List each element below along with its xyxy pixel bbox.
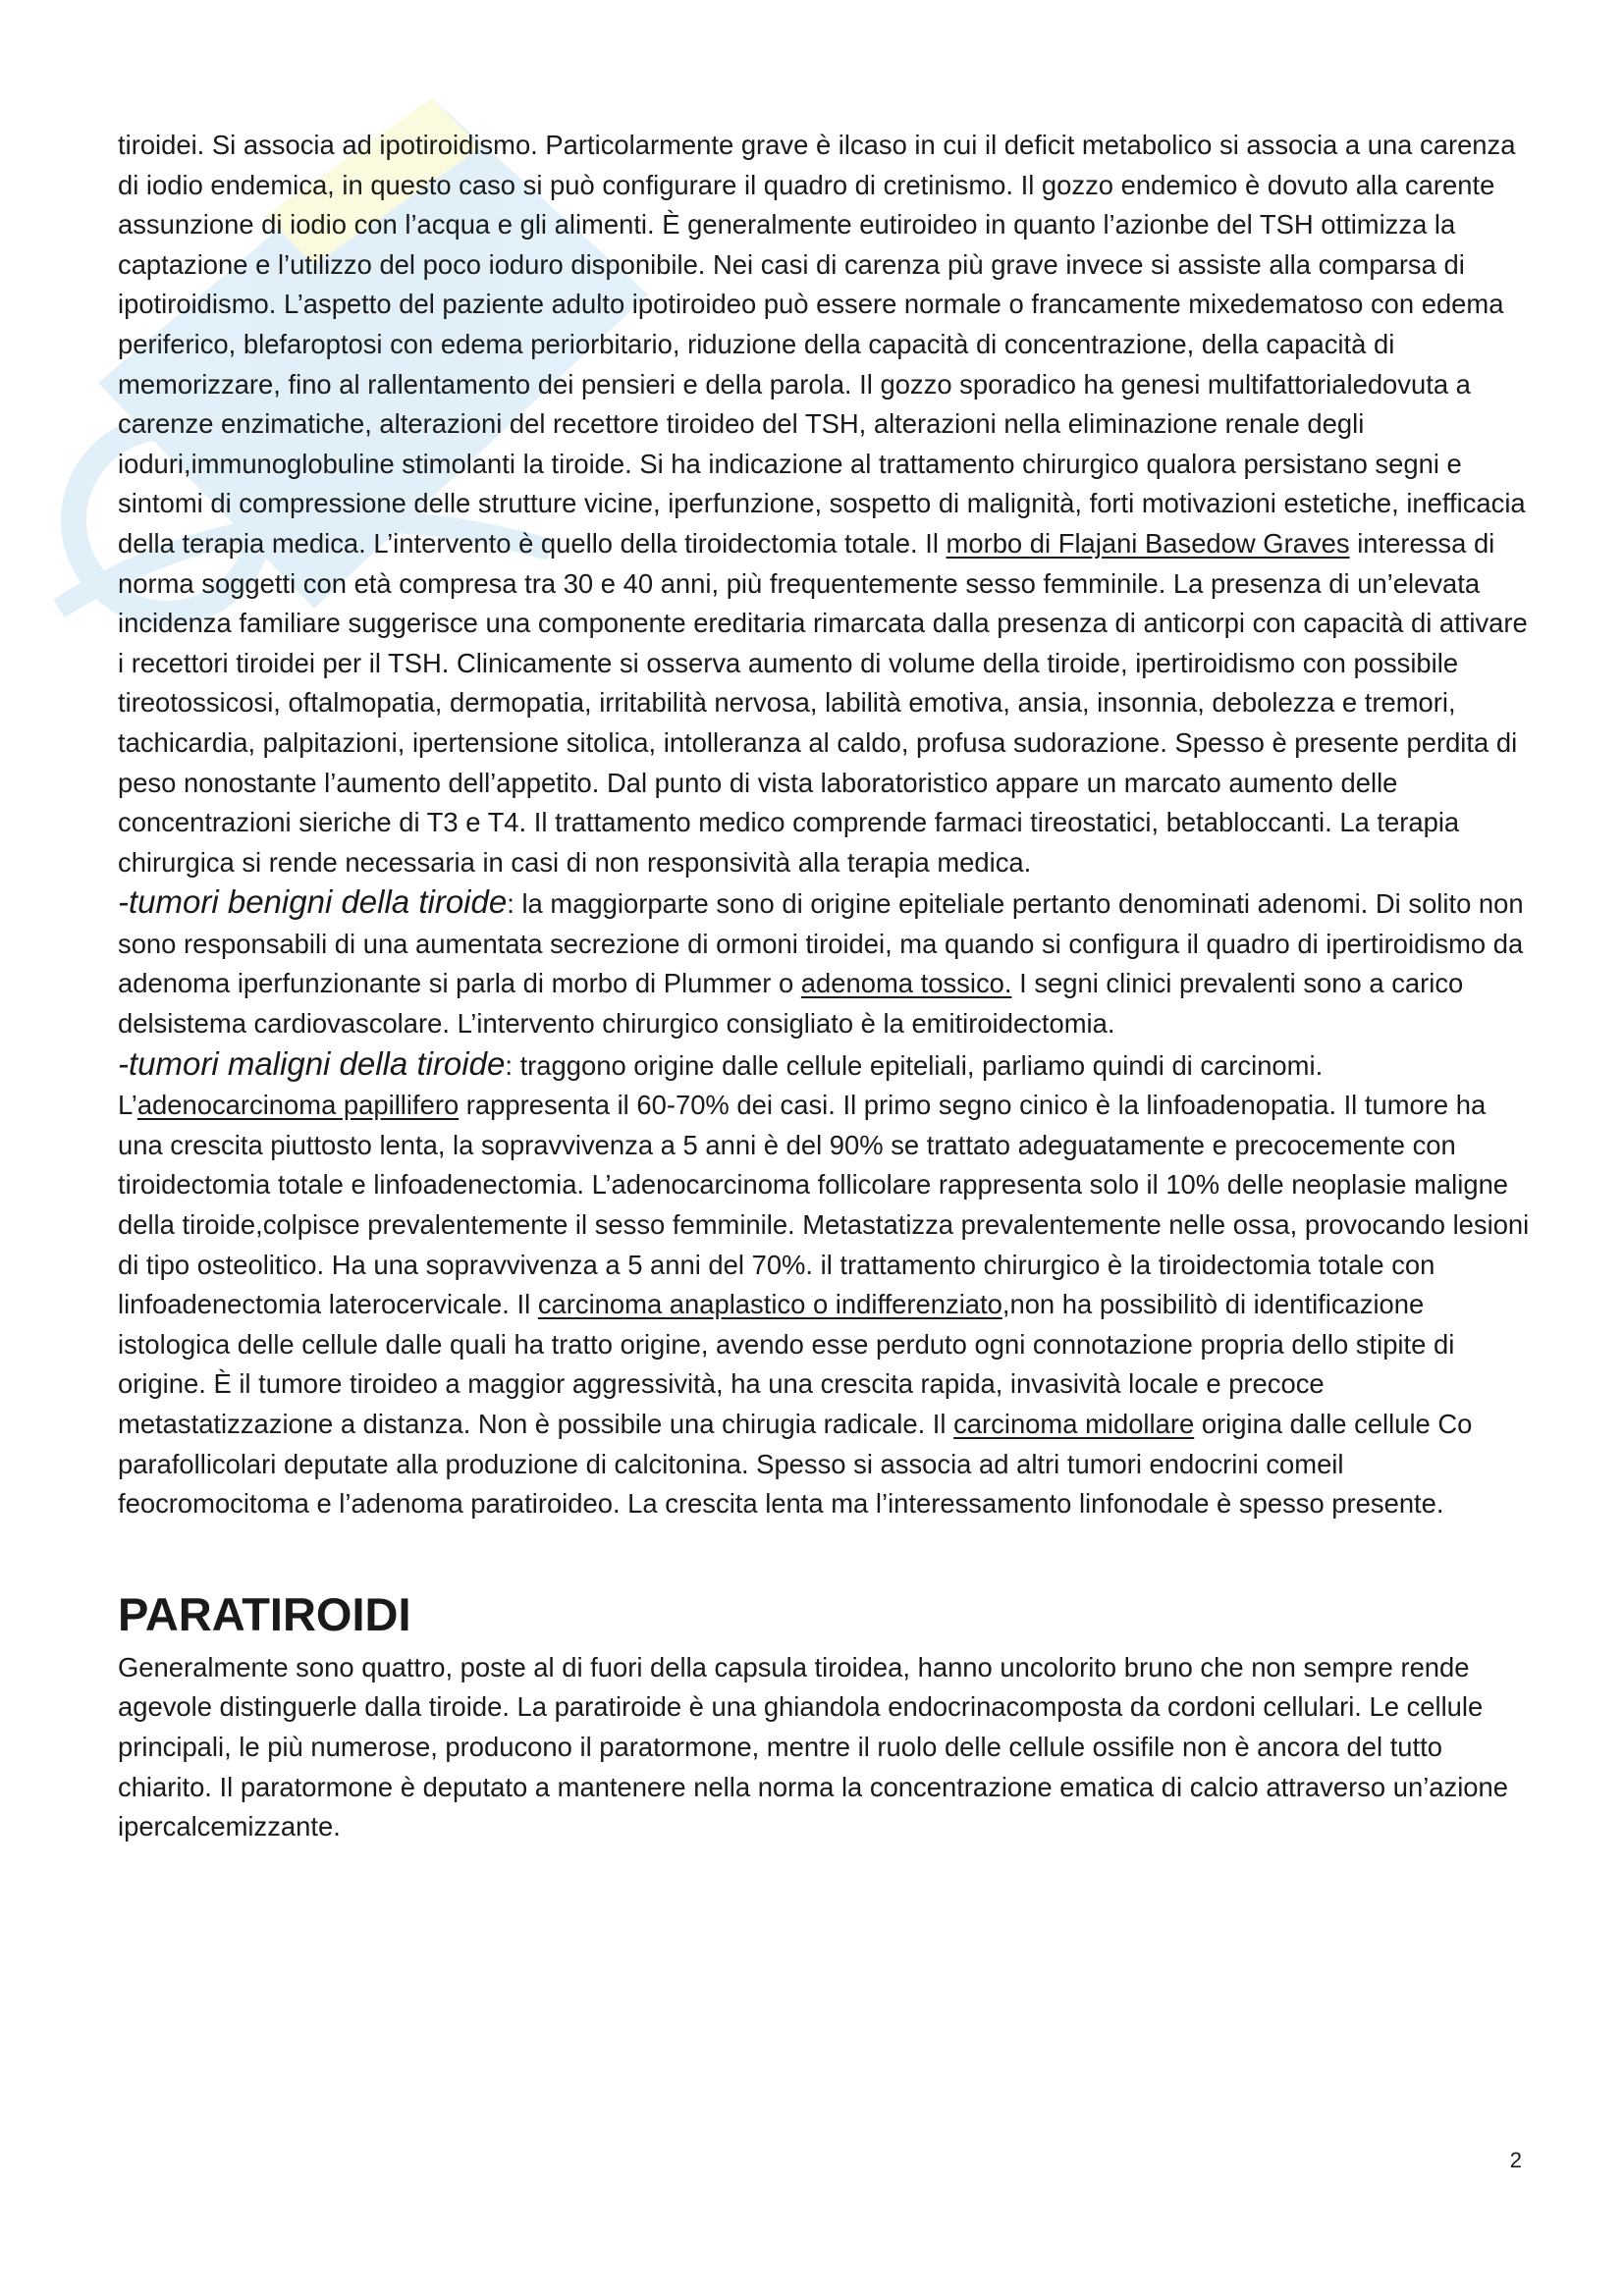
malignant-tumors-paragraph [118,1044,1532,1524]
intro-text-2: interessa di norma soggetti con età compresa tra 30 e 40 anni, più frequentemente sesso femminile. La presenza di un’elevata incidenza familiare suggerisce una componente ereditaria rimarcata dalla presenza di anticorpi con capacità di attivare i recettori tiroidei per il TSH. Clinicamente si osserva aumento di volume della tiroide, ipertiroidismo con possibile tireotossicosi, oftalmopatia, dermopatia, irritabilità nervosa, labilità emotiva, ansia, insonnia, debolezza e tremori, tachicardia, palpitazioni, ipertensione sitolica, intolleranza al caldo, profusa sudorazione. Spesso è presente perdita di peso nonostante l’aumento dell’appetito. Dal punto di vista laboratoristico appare un marcato aumento delle concentrazioni sieriche di T3 e T4. Il trattamento medico comprende farmaci tireostatici, betabloccanti. La terapia chirurgica si rende necessaria in casi di non responsività alla terapia medica. [118,527,1528,878]
anaplastic-term: carcinoma anaplastico o indifferenziato [537,1289,1002,1320]
paratiroidi-heading: PARATIROIDI [118,1587,411,1640]
intro-paragraph [118,126,1532,882]
malignant-colon: : [505,1049,520,1081]
document-page [118,126,1532,1847]
paratiroidi-paragraph: Generalmente sono quattro, poste al di fuori della capsula tiroidea, hanno uncolorito bruno che non sempre rende agevole distinguerle dalla tiroide. La paratiroide è una ghiandola endocrinacomposta da cordoni cellulari. Le cellule principali, le più numerose, producono il paratormone, mentre il ruolo delle cellule ossifile non è ancora del tutto chiarito. Il paratormone è deputato a mantenere nella norma la concentrazione ematica di calcio attraverso un’azione ipercalcemizzante. [118,1651,1508,1842]
benign-tumors-paragraph [118,882,1532,1043]
toxic-adenoma-term: adenoma tossico. [800,968,1012,999]
malignant-text: traggono origine dalle cellule epiteliali, parliamo quindi di carcinomi. L’ [118,1049,1324,1121]
malignant-text-3: ,non ha possibilitò di identificazione istologica delle cellule dalle quali ha tratto origine, avendo esse perduto ogni connotazione propria dello stipite di origine. È il tumore tiroideo a maggior aggressività, ha una crescita rapida, invasività locale e precoce metastatizzazione a distanza. Non è possibile una chirugia radicale. Il [118,1289,1455,1439]
intro-text: tiroidei. Si associa ad ipotiroidismo. Particolarmente grave è ilcaso in cui il deficit metabolico si associa a una carenza di iodio endemica, in questo caso si può configurare il quadro di cretinismo. Il gozzo endemico è dovuto alla carente assunzione di iodio con l’acqua e gli alimenti. È generalmente eutiroideo in quanto l’azionbe del TSH ottimizza la captazione e l’utilizzo del poco ioduro disponibile. Nei casi di carenza più grave invece si assiste alla comparsa di ipotiroidismo. L’aspetto del paziente adulto ipotiroideo può essere normale o francamente mixedematoso con edema periferico, blefaroptosi con edema periorbitario, riduzione della capacità di concentrazione, della capacità di memorizzare, fino al rallentamento dei pensieri e della parola. Il gozzo sporadico ha genesi multifattorialedovuta a carenze enzimatiche, alterazioni del recettore tiroideo del TSH, alterazioni nella eliminazione renale degli ioduri,immunoglobuline stimolanti la tiroide. Si ha indicazione al trattamento chirurgico qualora persistano segni e sintomi di compressione delle strutture vicine, iperfunzione, sospetto di malignità, forti motivazioni estetiche, inefficacia della terapia medica. L’intervento è quello della tiroidectomia totale. Il [118,130,1526,559]
malignant-tumors-term: -tumori maligni della tiroide [118,1044,506,1082]
medullary-term: carcinoma midollare [953,1409,1195,1439]
benign-tumors-term: -tumori benigni della tiroide [118,883,508,921]
papillary-term: adenocarcinoma papillifero [136,1090,460,1121]
benign-text-2: I segni clinici prevalenti sono a carico delsistema cardiovascolare. L’intervento chirurgico consigliato è la emitiroidectomia. [118,968,1464,1040]
malignant-text-2: rappresenta il 60-70% dei casi. Il primo segno cinico è la linfoadenopatia. Il tumore ha una crescita piuttosto lenta, la sopravvivenza a 5 anni è del 90% se trattato adeguatamente e precocemente con tiroidectomia totale e linfoadenectomia. L’adenocarcinoma follicolare rappresenta solo il 10% delle neoplasie maligne della tiroide,colpisce prevalentemente il sesso femminile. Metastatizza prevalentemente nelle ossa, provocando lesioni di tipo osteolitico. Ha una sopravvivenza a 5 anni del 70%. il trattamento chirurgico è la tiroidectomia totale con linfoadenectomia laterocervicale. Il [118,1090,1530,1320]
benign-colon: : [507,888,522,920]
graves-term: morbo di Flajani Basedow Graves [946,527,1350,559]
malignant-text-4: origina dalle cellule Co parafollicolari deputate alla produzione di calcitonina. Spesso si associa ad altri tumori endocrini comeil feocromocitoma e l’adenoma paratiroideo. La crescita lenta ma l’interessamento linfonodale è spesso presente. [118,1409,1473,1520]
benign-text: la maggiorparte sono di origine epiteliale pertanto denominati adenomi. Di solito non sono responsabili di una aumentata secrezione di ormoni tiroidei, ma quando si configura il quadro di ipertiroidismo da adenoma iperfunzionante si parla di morbo di Plummer o [118,888,1524,999]
page-number: 2 [1509,2148,1522,2172]
